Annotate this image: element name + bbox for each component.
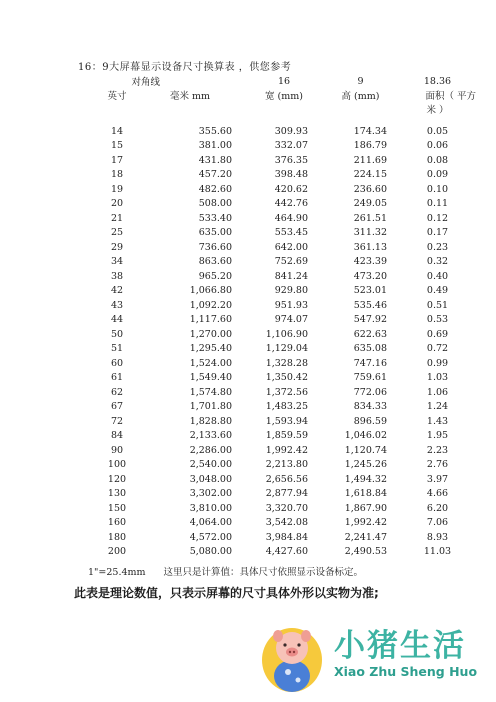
cell-height-mm: 747.16: [353, 357, 387, 369]
cell-inch: 84: [110, 430, 124, 442]
cell-width-mm: 1,106.90: [265, 328, 308, 340]
cell-height-mm: 2,241.47: [344, 531, 387, 543]
cell-area-m2: 0.51: [426, 299, 449, 311]
pig-mascot-icon: [252, 614, 336, 698]
cell-diagonal-mm: 2,133.60: [189, 430, 232, 442]
cell-height-mm: 224.15: [353, 169, 387, 181]
cell-area-m2: 0.11: [426, 198, 449, 210]
table-row: [70, 443, 476, 458]
cell-width-mm: 841.24: [274, 270, 308, 282]
cell-height-mm: 523.01: [353, 285, 387, 297]
header-diagonal: 对角线: [131, 77, 160, 88]
cell-width-mm: 3,984.84: [265, 531, 308, 543]
cell-inch: 25: [110, 227, 124, 239]
cell-height-mm: 1,992.42: [344, 517, 387, 529]
cell-height-mm: 896.59: [353, 415, 387, 427]
cell-diagonal-mm: 431.80: [198, 154, 232, 166]
cell-inch: 62: [110, 386, 124, 398]
cell-height-mm: 473.20: [353, 270, 387, 282]
cell-inch: 44: [110, 314, 124, 326]
table-row: [70, 269, 476, 284]
cell-diagonal-mm: 508.00: [198, 198, 232, 210]
cell-area-m2: 0.17: [426, 227, 449, 239]
cell-width-mm: 1,859.59: [265, 430, 308, 442]
cell-area-m2: 1.06: [426, 386, 449, 398]
cell-diagonal-mm: 4,064.00: [189, 517, 232, 529]
cell-width-mm: 1,129.04: [265, 343, 308, 355]
cell-area-m2: 0.72: [426, 343, 449, 355]
cell-diagonal-mm: 1,092.20: [189, 299, 232, 311]
brand-name-en: Xiao Zhu Sheng Huo: [334, 664, 478, 679]
cell-height-mm: 535.46: [353, 299, 387, 311]
cell-diagonal-mm: 635.00: [198, 227, 232, 239]
cell-diagonal-mm: 381.00: [198, 140, 232, 152]
cell-inch: 67: [110, 401, 124, 413]
cell-width-mm: 3,542.08: [265, 517, 308, 529]
cell-height-mm: 236.60: [353, 183, 387, 195]
cell-height-mm: 261.51: [353, 212, 387, 224]
cell-area-m2: 0.08: [426, 154, 449, 166]
header-ratio-sum: 18.36: [423, 75, 452, 87]
cell-area-m2: 0.32: [426, 256, 449, 268]
cell-area-m2: 1.95: [426, 430, 449, 442]
cell-width-mm: 1,992.42: [265, 444, 308, 456]
table-row: [70, 284, 476, 299]
header-row-columns: [70, 88, 476, 102]
table-row: [70, 182, 476, 197]
table-row: [70, 458, 476, 473]
cell-diagonal-mm: 965.20: [198, 270, 232, 282]
table-row: [70, 356, 476, 371]
cell-width-mm: 2,877.94: [265, 488, 308, 500]
cell-width-mm: 642.00: [274, 241, 308, 253]
cell-area-m2: 2.23: [426, 444, 449, 456]
table-row: [70, 472, 476, 487]
table-row: [70, 429, 476, 444]
cell-inch: 130: [107, 488, 127, 500]
page-title: 16：9大屏幕显示设备尺寸换算表 ，供您参考: [78, 62, 292, 73]
cell-height-mm: 211.69: [353, 154, 387, 166]
cell-width-mm: 951.93: [274, 299, 308, 311]
cell-area-m2: 0.49: [426, 285, 449, 297]
cell-area-m2: 1.43: [426, 415, 449, 427]
cell-inch: 43: [110, 299, 124, 311]
cell-height-mm: 772.06: [353, 386, 387, 398]
cell-diagonal-mm: 1,117.60: [189, 314, 232, 326]
cell-width-mm: 332.07: [274, 140, 308, 152]
table-row: [70, 400, 476, 415]
calc-note: [88, 564, 363, 578]
table-row: [70, 385, 476, 400]
cell-width-mm: 2,213.80: [265, 459, 308, 471]
cell-width-mm: 929.80: [274, 285, 308, 297]
cell-area-m2: 0.09: [426, 169, 449, 181]
header-empty: [164, 74, 246, 88]
table-row: [70, 197, 476, 212]
cell-height-mm: 547.92: [353, 314, 387, 326]
cell-width-mm: 442.76: [274, 198, 308, 210]
cell-height-mm: 174.34: [353, 125, 387, 137]
table-row: [70, 240, 476, 255]
cell-diagonal-mm: 1,549.40: [189, 372, 232, 384]
cell-diagonal-mm: 5,080.00: [189, 546, 232, 558]
cell-width-mm: 1,328.28: [265, 357, 308, 369]
cell-inch: 21: [110, 212, 124, 224]
table-row: [70, 342, 476, 357]
cell-inch: 38: [110, 270, 124, 282]
cell-width-mm: 376.35: [274, 154, 308, 166]
cell-inch: 72: [110, 415, 124, 427]
cell-diagonal-mm: 1,295.40: [189, 343, 232, 355]
cell-height-mm: 186.79: [353, 140, 387, 152]
cell-height-mm: 759.61: [353, 372, 387, 384]
cell-area-m2: 7.06: [426, 517, 449, 529]
cell-diagonal-mm: 2,286.00: [189, 444, 232, 456]
disclaimer: 此表是理论数值，只表示屏幕的尺寸具体外形以实物为准;: [74, 586, 379, 600]
header-area-unit: 米 ）: [426, 105, 449, 116]
cell-height-mm: 2,490.53: [344, 546, 387, 558]
cell-height-mm: 311.32: [353, 227, 387, 239]
cell-area-m2: 3.97: [426, 473, 449, 485]
cell-diagonal-mm: 1,574.80: [189, 386, 232, 398]
cell-area-m2: 8.93: [426, 531, 449, 543]
cell-inch: 17: [110, 154, 124, 166]
cell-inch: 20: [110, 198, 124, 210]
cell-height-mm: 1,618.84: [344, 488, 387, 500]
cell-inch: 160: [107, 517, 127, 529]
cell-width-mm: 4,427.60: [265, 546, 308, 558]
cell-diagonal-mm: 863.60: [198, 256, 232, 268]
table-row: [70, 414, 476, 429]
cell-inch: 18: [110, 169, 124, 181]
cell-width-mm: 553.45: [274, 227, 308, 239]
cell-area-m2: 0.69: [426, 328, 449, 340]
cell-height-mm: 635.08: [353, 343, 387, 355]
header-ratio-9: 9: [357, 75, 364, 87]
cell-width-mm: 1,483.25: [265, 401, 308, 413]
cell-diagonal-mm: 457.20: [198, 169, 232, 181]
cell-area-m2: 4.66: [426, 488, 449, 500]
cell-height-mm: 1,494.32: [344, 473, 387, 485]
brand-name-cn: 小猪生活: [334, 628, 466, 664]
cell-height-mm: 1,046.02: [344, 430, 387, 442]
cell-diagonal-mm: 1,701.80: [189, 401, 232, 413]
cell-area-m2: 0.99: [426, 357, 449, 369]
table-row: [70, 211, 476, 226]
cell-inch: 15: [110, 140, 124, 152]
cell-width-mm: 1,350.42: [265, 372, 308, 384]
cell-height-mm: 249.05: [353, 198, 387, 210]
cell-width-mm: 398.48: [274, 169, 308, 181]
cell-width-mm: 1,372.56: [265, 386, 308, 398]
table-row: [70, 371, 476, 386]
table-row: [70, 139, 476, 154]
header-row-ratio: [70, 74, 476, 88]
header-mm: 毫米 mm: [170, 91, 211, 102]
header-ratio-16: 16: [277, 75, 291, 87]
table-row: [70, 153, 476, 168]
header-area: 面积（ 平方: [425, 91, 476, 102]
cell-inch: 100: [107, 459, 127, 471]
table-row: [70, 298, 476, 313]
header-height: 高 (mm): [341, 91, 380, 102]
cell-width-mm: 974.07: [274, 314, 308, 326]
cell-inch: 180: [107, 531, 127, 543]
table-row: [70, 168, 476, 183]
cell-area-m2: 2.76: [426, 459, 449, 471]
cell-inch: 60: [110, 357, 124, 369]
inch-conversion: 1"=25.4mm: [88, 567, 146, 578]
cell-height-mm: 423.39: [353, 256, 387, 268]
brand-logo: [252, 614, 488, 698]
cell-diagonal-mm: 736.60: [198, 241, 232, 253]
cell-inch: 200: [107, 546, 127, 558]
cell-width-mm: 752.69: [274, 256, 308, 268]
cell-height-mm: 834.33: [353, 401, 387, 413]
cell-area-m2: 0.12: [426, 212, 449, 224]
cell-inch: 42: [110, 285, 124, 297]
table-row: [70, 487, 476, 502]
cell-area-m2: 0.06: [426, 140, 449, 152]
cell-height-mm: 1,867.90: [344, 502, 387, 514]
cell-diagonal-mm: 533.40: [198, 212, 232, 224]
cell-inch: 51: [110, 343, 124, 355]
cell-diagonal-mm: 4,572.00: [189, 531, 232, 543]
cell-diagonal-mm: 1,270.00: [189, 328, 232, 340]
cell-area-m2: 0.23: [426, 241, 449, 253]
cell-inch: 50: [110, 328, 124, 340]
cell-diagonal-mm: 355.60: [198, 125, 232, 137]
cell-area-m2: 6.20: [426, 502, 449, 514]
cell-inch: 90: [110, 444, 124, 456]
cell-diagonal-mm: 482.60: [198, 183, 232, 195]
table-row: [70, 327, 476, 342]
cell-inch: 150: [107, 502, 127, 514]
cell-width-mm: 420.62: [274, 183, 308, 195]
cell-inch: 61: [110, 372, 124, 384]
cell-width-mm: 2,656.56: [265, 473, 308, 485]
cell-area-m2: 1.24: [426, 401, 449, 413]
table-row: [70, 516, 476, 531]
cell-diagonal-mm: 2,540.00: [189, 459, 232, 471]
cell-diagonal-mm: 3,302.00: [189, 488, 232, 500]
cell-inch: 120: [107, 473, 127, 485]
table-row: [70, 545, 476, 560]
table-row: [70, 255, 476, 270]
cell-diagonal-mm: 1,828.80: [189, 415, 232, 427]
cell-height-mm: 1,120.74: [344, 444, 387, 456]
header-inch: 英寸: [107, 91, 127, 102]
cell-height-mm: 1,245.26: [344, 459, 387, 471]
cell-width-mm: 464.90: [274, 212, 308, 224]
table-row: [70, 313, 476, 328]
cell-diagonal-mm: 3,810.00: [189, 502, 232, 514]
cell-inch: 19: [110, 183, 124, 195]
cell-inch: 34: [110, 256, 124, 268]
header-row-area-unit: [70, 102, 476, 116]
cell-diagonal-mm: 1,066.80: [189, 285, 232, 297]
cell-width-mm: 1,593.94: [265, 415, 308, 427]
cell-inch: 14: [110, 125, 124, 137]
cell-area-m2: 0.40: [426, 270, 449, 282]
cell-area-m2: 1.03: [426, 372, 449, 384]
cell-height-mm: 361.13: [353, 241, 387, 253]
cell-area-m2: 0.53: [426, 314, 449, 326]
cell-width-mm: 3,320.70: [265, 502, 308, 514]
cell-area-m2: 0.10: [426, 183, 449, 195]
cell-inch: 29: [110, 241, 124, 253]
table-row: [70, 530, 476, 545]
table-row: [70, 226, 476, 241]
header-width: 宽 (mm): [265, 91, 303, 102]
cell-area-m2: 0.05: [426, 125, 449, 137]
table-row: [70, 124, 476, 139]
note-text: 这里只是计算值：具体尺寸依照显示设备标定。: [163, 567, 364, 578]
cell-area-m2: 11.03: [423, 546, 452, 558]
cell-diagonal-mm: 1,524.00: [189, 357, 232, 369]
cell-width-mm: 309.93: [274, 125, 308, 137]
size-conversion-table: [70, 74, 476, 559]
cell-height-mm: 622.63: [353, 328, 387, 340]
cell-diagonal-mm: 3,048.00: [189, 473, 232, 485]
table-row: [70, 501, 476, 516]
